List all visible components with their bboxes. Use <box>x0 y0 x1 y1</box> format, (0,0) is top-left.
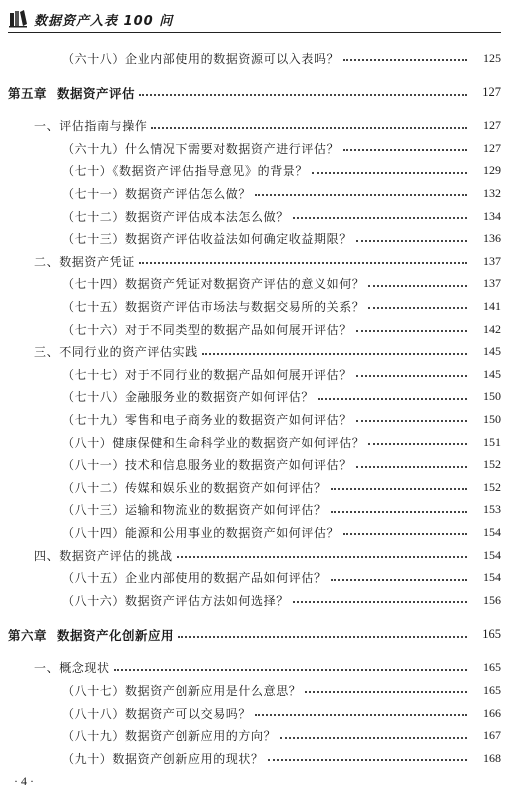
toc-item <box>0 477 509 497</box>
toc-entry-title: （七十三）数据资产评估收益法如何确定收益期限？ <box>62 232 352 247</box>
toc-page-number: 150 <box>483 389 501 404</box>
dot-leader <box>343 533 467 535</box>
dot-leader <box>368 285 467 287</box>
chapter-title: 数据资产评估 <box>57 85 136 101</box>
toc-chapter <box>0 83 509 103</box>
toc-section <box>0 342 509 362</box>
toc-entry-title: （八十九）数据资产创新应用的方向？ <box>62 729 277 744</box>
toc-item <box>0 274 509 294</box>
book-stack-icon <box>8 8 28 28</box>
toc-item <box>0 138 509 158</box>
dot-leader <box>331 488 467 490</box>
toc-item <box>0 680 509 700</box>
toc-entry-title: （七十七）对于不同行业的数据产品如何展开评估？ <box>62 367 352 382</box>
toc-entry-title: （八十二）传媒和娱乐业的数据资产如何评估？ <box>62 480 327 495</box>
dot-leader <box>331 579 467 581</box>
toc-entry-title: （八十四）能源和公用事业的数据资产如何评估？ <box>62 525 340 540</box>
toc-entry-title: （七十二）数据资产评估成本法怎么做？ <box>62 209 289 224</box>
toc-item <box>0 387 509 407</box>
toc-entry-title: （七十五）数据资产评估市场法与数据交易所的关系？ <box>62 299 365 314</box>
dot-leader <box>318 398 467 400</box>
toc-page-number: 168 <box>483 750 501 765</box>
dot-leader <box>114 669 467 671</box>
toc-item <box>0 409 509 429</box>
toc-page-number: 156 <box>483 592 501 607</box>
toc-section <box>0 251 509 271</box>
toc-item <box>0 455 509 475</box>
toc-entry-title: （八十三）运输和物流业的数据资产如何评估？ <box>62 503 327 518</box>
dot-leader <box>255 194 467 196</box>
toc-entry-title: （七十九）零售和电子商务业的数据资产如何评估？ <box>62 412 352 427</box>
dot-leader <box>268 759 467 761</box>
toc-entry-title: 一、概念现状 <box>34 661 110 676</box>
toc-item <box>0 183 509 203</box>
toc-item <box>0 161 509 181</box>
toc-entry-title <box>8 626 174 644</box>
dot-leader <box>305 691 467 693</box>
toc-entry-title: （九十）数据资产创新应用的现状？ <box>62 751 264 766</box>
toc-page-number: 166 <box>483 705 501 720</box>
toc-page-number: 127 <box>483 140 501 155</box>
toc-page-number: 165 <box>482 627 501 642</box>
toc-item <box>0 500 509 520</box>
toc-page-number: 145 <box>483 366 501 381</box>
toc-entry-title: 一、评估指南与操作 <box>34 119 148 134</box>
dot-leader <box>356 375 467 377</box>
toc-page-number: 150 <box>483 411 501 426</box>
toc-page-number: 152 <box>483 479 501 494</box>
dot-leader <box>368 307 467 309</box>
toc-page-number: 165 <box>483 660 501 675</box>
toc-page-number: 125 <box>483 50 501 65</box>
dot-leader <box>356 240 467 242</box>
toc-page-number: 153 <box>483 502 501 517</box>
toc-entry-title <box>8 84 135 102</box>
toc-entry-title: （八十六）数据资产评估方法如何选择？ <box>62 593 289 608</box>
toc-page-number: 167 <box>483 728 501 743</box>
toc-item <box>0 590 509 610</box>
toc-page-number: 145 <box>483 344 501 359</box>
dot-leader <box>202 353 467 355</box>
toc-entry-title: 三、不同行业的资产评估实践 <box>34 345 198 360</box>
dot-leader <box>356 330 467 332</box>
toc-item <box>0 432 509 452</box>
toc-page-number: 152 <box>483 457 501 472</box>
chapter-number: 第六章 <box>8 627 48 643</box>
toc-entry-title: （八十一）技术和信息服务业的数据资产如何评估？ <box>62 458 352 473</box>
toc-entry-title: （八十八）数据资产可以交易吗？ <box>62 706 252 721</box>
dot-leader <box>177 556 467 558</box>
toc-entry-title: 四、数据资产评估的挑战 <box>34 548 173 563</box>
dot-leader <box>139 94 467 96</box>
toc-item <box>0 206 509 226</box>
dot-leader <box>356 466 467 468</box>
toc-entry-title: （七十一）数据资产评估怎么做？ <box>62 186 252 201</box>
toc-page-number: 132 <box>483 185 501 200</box>
toc-page-number: 129 <box>483 163 501 178</box>
toc-section <box>0 116 509 136</box>
toc-page-number: 154 <box>483 524 501 539</box>
toc-page-number: 142 <box>483 321 501 336</box>
toc-page-number: 141 <box>483 298 501 313</box>
toc-section <box>0 658 509 678</box>
toc-entry-title: 二、数据资产凭证 <box>34 254 135 269</box>
toc-entry-title: （六十九）什么情况下需要对数据资产进行评估？ <box>62 141 340 156</box>
toc-item <box>0 229 509 249</box>
dot-leader <box>139 262 467 264</box>
toc-entry-title: （七十）《数据资产评估指导意见》的背景？ <box>62 164 309 179</box>
toc-item <box>0 522 509 542</box>
toc-item <box>0 703 509 723</box>
toc-entry-title: （七十八）金融服务业的数据资产如何评估？ <box>62 390 315 405</box>
toc-entry-title: （八十七）数据资产创新应用是什么意思？ <box>62 683 302 698</box>
dot-leader <box>255 714 467 716</box>
toc-entry-title: （六十八）企业内部使用的数据资源可以入表吗？ <box>62 51 340 66</box>
toc-page-number: 165 <box>483 682 501 697</box>
dot-leader <box>312 172 467 174</box>
toc-page-number: 127 <box>482 85 501 100</box>
dot-leader <box>368 443 467 445</box>
dot-leader <box>151 127 467 129</box>
toc-chapter <box>0 625 509 645</box>
toc-entry-title: （七十四）数据资产凭证对数据资产评估的意义如何？ <box>62 277 365 292</box>
dot-leader <box>331 511 467 513</box>
toc-page-number: 137 <box>483 253 501 268</box>
toc-page-number: 137 <box>483 276 501 291</box>
dot-leader <box>280 737 467 739</box>
toc-item <box>0 319 509 339</box>
footer-page-number: · 4 · <box>14 774 34 788</box>
page-header <box>8 6 501 33</box>
toc-page-number: 154 <box>483 547 501 562</box>
dot-leader <box>293 601 467 603</box>
toc-entry-title: （八十五）企业内部使用的数据产品如何评估？ <box>62 571 327 586</box>
dot-leader <box>293 217 467 219</box>
toc-page-number: 127 <box>483 118 501 133</box>
toc-section <box>0 545 509 565</box>
toc-item <box>0 296 509 316</box>
toc-item <box>0 568 509 588</box>
chapter-number: 第五章 <box>8 85 48 101</box>
dot-leader <box>343 149 467 151</box>
chapter-title: 数据资产化创新应用 <box>57 627 175 643</box>
toc-item <box>0 364 509 384</box>
toc-entry-title: （七十六）对于不同类型的数据产品如何展开评估？ <box>62 322 352 337</box>
toc-item <box>0 48 509 68</box>
dot-leader <box>178 636 467 638</box>
toc-page-number: 134 <box>483 208 501 223</box>
toc-entry-title: （八十）健康保健和生命科学业的数据资产如何评估？ <box>62 435 365 450</box>
dot-leader <box>343 59 467 61</box>
toc-page-number: 151 <box>483 434 501 449</box>
toc-item <box>0 726 509 746</box>
toc-item <box>0 748 509 768</box>
header-title: 数据资产入表 100 问 <box>34 14 174 29</box>
toc-page-number: 136 <box>483 231 501 246</box>
toc-page-number: 154 <box>483 570 501 585</box>
dot-leader <box>356 420 467 422</box>
